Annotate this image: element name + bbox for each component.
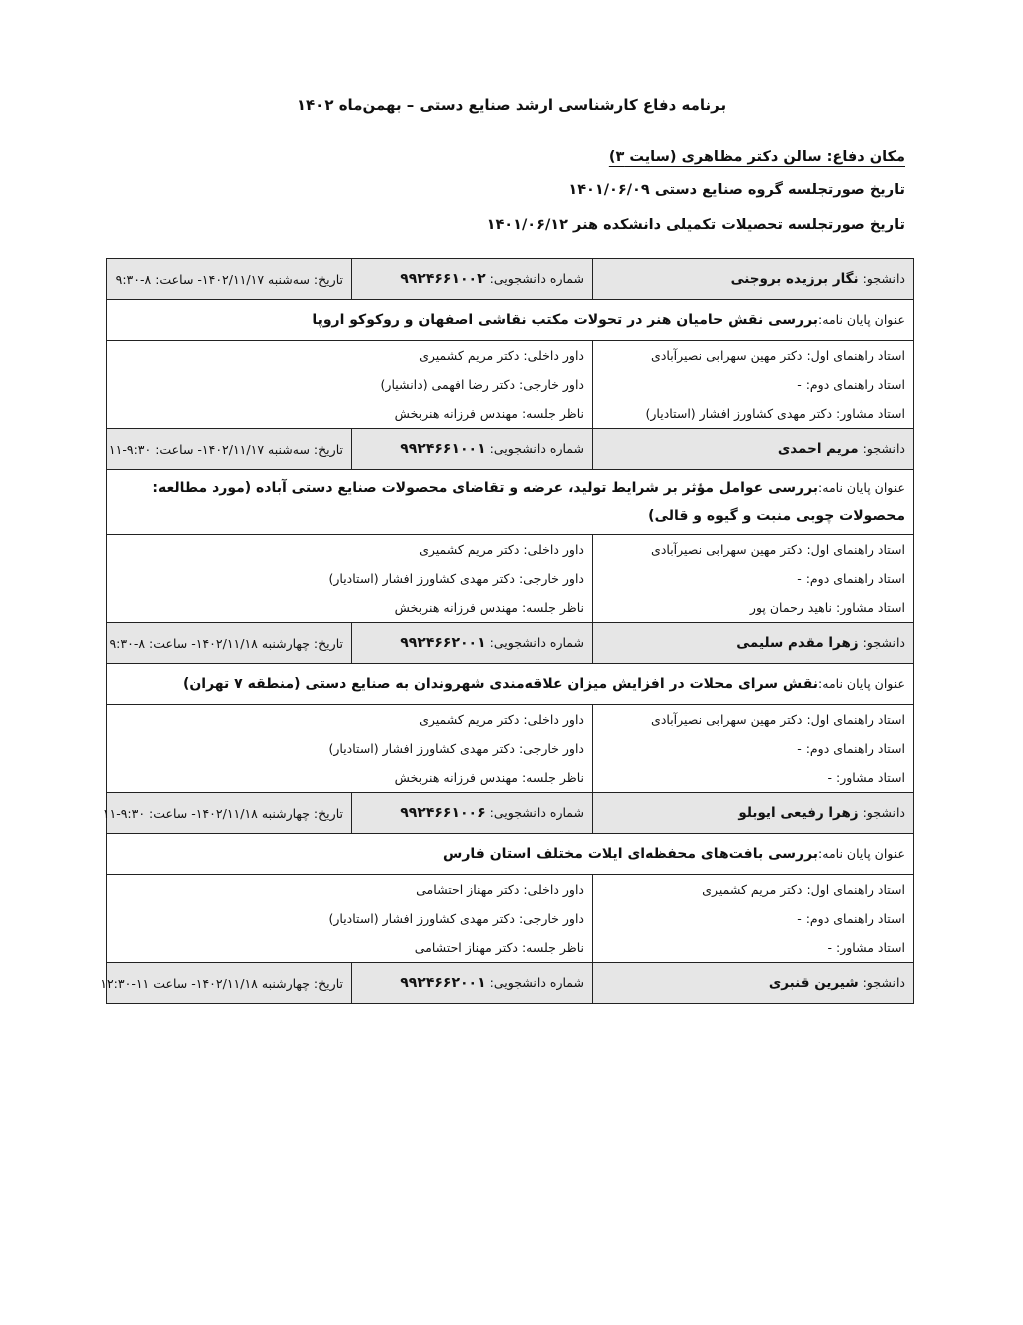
- advisors-cell: [593, 705, 914, 793]
- thesis-title-cell: [107, 664, 914, 705]
- student-name: نگار برزیده بروجنی: [730, 271, 859, 287]
- group-minutes-line: تاریخ صورتجلسه گروه صنایع دستی ۱۴۰۱/۰۶/۰۹: [568, 182, 905, 198]
- thesis-title-row: [107, 664, 914, 705]
- student-id: ۹۹۲۴۶۶۱۰۰۶: [400, 805, 486, 821]
- defense-date-cell: [100, 963, 352, 1004]
- student-id-label: شماره دانشجویی:: [489, 441, 584, 456]
- thesis-title-label: عنوان پایان نامه:: [818, 846, 905, 861]
- second-advisor: استاد راهنمای دوم: -: [797, 571, 905, 586]
- student-label: دانشجو:: [862, 975, 905, 990]
- advisors-cell: [593, 535, 914, 623]
- venue-line: مکان دفاع: سالن دکتر مظاهری (سایت ۳): [608, 149, 905, 165]
- student-id-cell: [352, 259, 593, 300]
- external-referee: داور خارجی: دکتر مهدی کشاورز افشار (استادیار): [328, 741, 584, 756]
- date-label: تاریخ:: [313, 635, 343, 651]
- student-id: ۹۹۲۴۶۶۱۰۰۲: [400, 271, 486, 287]
- internal-referee: داور داخلی: دکتر مریم کشمیری: [419, 542, 584, 557]
- thesis-title-row: [107, 834, 914, 875]
- thesis-title-row: [107, 300, 914, 341]
- defense-datetime: چهارشنبه ۱۴۰۲/۱۱/۱۸- ساعت: ۸-۹:۳۰: [109, 635, 310, 651]
- first-advisor: استاد راهنمای اول: دکتر مهین سهرابی نصیرآبادی: [651, 348, 905, 363]
- committee-row: [107, 535, 914, 623]
- defense-datetime: سه‌شنبه ۱۴۰۲/۱۱/۱۷- ساعت: ۸-۹:۳۰: [115, 271, 310, 287]
- referees-cell: [107, 705, 593, 793]
- session-observer: ناظر جلسه: مهندس فرزانه هنربخش: [394, 600, 584, 615]
- student-name-cell: [593, 793, 914, 834]
- student-name: زهرا رفیعی ایوبلو: [738, 805, 859, 821]
- student-id-cell: [352, 429, 593, 470]
- student-id: ۹۹۲۴۶۶۱۰۰۱: [400, 441, 486, 457]
- student-label: دانشجو:: [862, 441, 905, 456]
- second-advisor: استاد راهنمای دوم: -: [797, 741, 905, 756]
- thesis-title-cell: [107, 834, 914, 875]
- student-id-label: شماره دانشجویی:: [489, 271, 584, 286]
- consultant: استاد مشاور: -: [827, 770, 905, 785]
- thesis-title: بررسی بافت‌های محفظه‌ای ایلات مختلف استان فارس: [443, 846, 819, 862]
- thesis-title: بررسی عوامل مؤثر بر شرایط تولید، عرضه و تقاضای محصولات صنایع دستی آباده (مورد مطالعه: محصولات چوبی منبت و گیوه و قالی): [152, 480, 905, 524]
- internal-referee: داور داخلی: دکتر مریم کشمیری: [419, 712, 584, 727]
- defense-date-cell: [102, 793, 352, 834]
- student-id-cell: [352, 963, 593, 1004]
- student-row: [107, 793, 914, 834]
- second-advisor: استاد راهنمای دوم: -: [797, 911, 905, 926]
- defense-date-cell: [107, 429, 352, 470]
- external-referee: داور خارجی: دکتر مهدی کشاورز افشار (استادیار): [328, 911, 584, 926]
- date-label: تاریخ:: [313, 441, 343, 457]
- student-row: [107, 429, 914, 470]
- student-id-cell: [352, 793, 593, 834]
- faculty-minutes-line: تاریخ صورتجلسه تحصیلات تکمیلی دانشکده هنر ۱۴۰۱/۰۶/۱۲: [486, 217, 905, 233]
- committee-row: [107, 705, 914, 793]
- consultant: استاد مشاور: ناهید رحمان پور: [749, 600, 905, 615]
- first-advisor: استاد راهنمای اول: دکتر مهین سهرابی نصیرآبادی: [651, 712, 905, 727]
- defense-date-cell: [107, 623, 352, 664]
- referees-cell: [107, 875, 593, 963]
- student-name: زهرا مقدم سلیمی: [736, 635, 859, 651]
- advisors-cell: [593, 341, 914, 429]
- external-referee: داور خارجی: دکتر مهدی کشاورز افشار (استادیار): [328, 571, 584, 586]
- student-name-cell: [593, 429, 914, 470]
- referees-cell: [107, 535, 593, 623]
- committee-row: [107, 875, 914, 963]
- student-name: شیرین قنبری: [768, 975, 859, 991]
- thesis-title-label: عنوان پایان نامه:: [818, 312, 905, 327]
- thesis-title-cell: [107, 300, 914, 341]
- student-row: [107, 963, 914, 1004]
- date-label: تاریخ:: [313, 975, 343, 991]
- first-advisor: استاد راهنمای اول: دکتر مریم کشمیری: [702, 882, 905, 897]
- referees-cell: [107, 341, 593, 429]
- thesis-title-label: عنوان پایان نامه:: [818, 676, 905, 691]
- internal-referee: داور داخلی: دکتر مریم کشمیری: [419, 348, 584, 363]
- consultant: استاد مشاور: -: [827, 940, 905, 955]
- session-observer: ناظر جلسه: دکتر مهناز احتشامی: [414, 940, 584, 955]
- student-label: دانشجو:: [862, 805, 905, 820]
- thesis-title: نقش سرای محلات در افزایش میزان علاقه‌مندی شهروندان به صنایع دستی (منطقه ۷ تهران): [182, 676, 819, 692]
- student-name-cell: [593, 963, 914, 1004]
- student-name: مریم احمدی: [777, 441, 859, 457]
- internal-referee: داور داخلی: دکتر مهناز احتشامی: [416, 882, 584, 897]
- student-name-cell: [593, 623, 914, 664]
- thesis-title-row: [107, 470, 914, 535]
- student-id-cell: [352, 623, 593, 664]
- student-row: [107, 623, 914, 664]
- date-label: تاریخ:: [313, 271, 343, 287]
- thesis-title: بررسی نقش حامیان هنر در تحولات مکتب نقاشی اصفهان و روکوکو اروپا: [312, 312, 819, 328]
- defense-datetime: چهارشنبه ۱۴۰۲/۱۱/۱۸- ساعت ۱۱-۱۲:۳۰: [100, 975, 310, 991]
- student-id-label: شماره دانشجویی:: [489, 975, 584, 990]
- date-label: تاریخ:: [313, 805, 343, 821]
- advisors-cell: [593, 875, 914, 963]
- external-referee: داور خارجی: دکتر رضا افهمی (دانشیار): [380, 377, 584, 392]
- student-name-cell: [593, 259, 914, 300]
- second-advisor: استاد راهنمای دوم: -: [797, 377, 905, 392]
- first-advisor: استاد راهنمای اول: دکتر مهین سهرابی نصیرآبادی: [651, 542, 905, 557]
- page-title: برنامه دفاع کارشناسی ارشد صنایع دستی – بهمن‌ماه ۱۴۰۲: [296, 96, 727, 114]
- session-observer: ناظر جلسه: مهندس فرزانه هنربخش: [394, 406, 584, 421]
- defense-datetime: چهارشنبه ۱۴۰۲/۱۱/۱۸- ساعت: ۹:۳۰-۱۱: [102, 805, 310, 821]
- student-id: ۹۹۲۴۶۶۲۰۰۱: [400, 975, 486, 991]
- student-id-label: شماره دانشجویی:: [489, 805, 584, 820]
- student-id: ۹۹۲۴۶۶۲۰۰۱: [400, 635, 486, 651]
- student-label: دانشجو:: [862, 271, 905, 286]
- defense-datetime: سه‌شنبه ۱۴۰۲/۱۱/۱۷- ساعت: ۹:۳۰-۱۱: [108, 441, 310, 457]
- thesis-title-label: عنوان پایان نامه:: [818, 480, 905, 495]
- consultant: استاد مشاور: دکتر مهدی کشاورز افشار (استادیار): [645, 406, 905, 421]
- defense-schedule-table: [100, 258, 914, 1004]
- thesis-title-cell: [107, 470, 914, 535]
- student-id-label: شماره دانشجویی:: [489, 635, 584, 650]
- student-row: [107, 259, 914, 300]
- committee-row: [107, 341, 914, 429]
- student-label: دانشجو:: [862, 635, 905, 650]
- defense-date-cell: [107, 259, 352, 300]
- session-observer: ناظر جلسه: مهندس فرزانه هنربخش: [394, 770, 584, 785]
